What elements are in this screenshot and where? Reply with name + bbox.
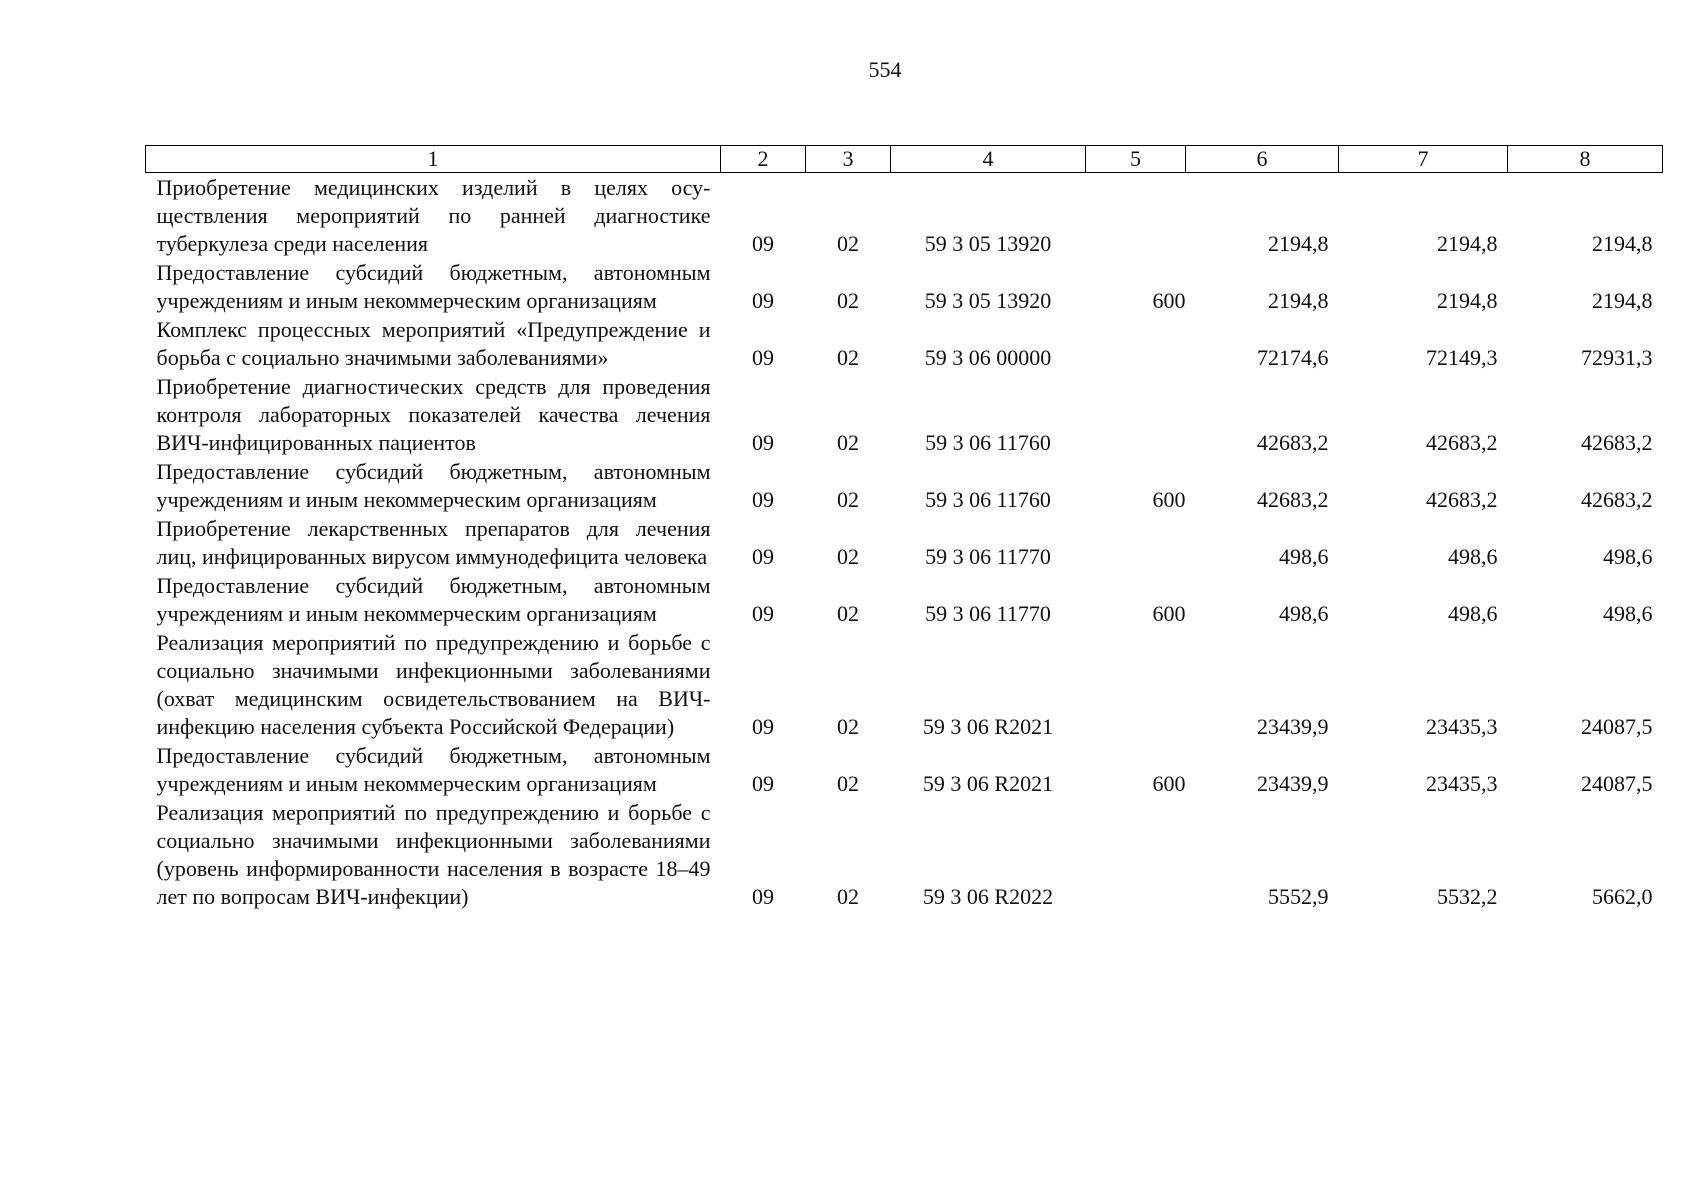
row-name: Предоставление субсидий бюджетным, автономным учреждениям и иным некоммерческим организациям	[156, 573, 711, 626]
header-col-2: 2	[721, 146, 806, 173]
row-amount-3: 2194,8	[1592, 231, 1653, 256]
row-name: Предоставление субсидий бюджетным, автономным учреждениям и иным некоммерческим организациям	[156, 260, 711, 313]
table-body	[146, 173, 1663, 912]
header-col-8: 8	[1508, 146, 1663, 173]
table-row	[146, 571, 1663, 628]
table-header	[146, 146, 1663, 173]
row-expense-type: 600	[1152, 601, 1186, 626]
row-target-code: 59 3 06 00000	[924, 345, 1052, 370]
row-target-code: 59 3 06 R2021	[922, 771, 1054, 796]
table-row	[146, 741, 1663, 798]
row-section: 09	[752, 288, 774, 313]
row-target-code: 59 3 05 13920	[924, 231, 1052, 256]
row-section: 09	[752, 714, 774, 739]
row-target-code: 59 3 06 11760	[925, 430, 1051, 455]
row-section: 09	[752, 544, 774, 569]
row-amount-1: 498,6	[1279, 544, 1329, 569]
row-expense-type	[1086, 315, 1186, 372]
row-amount-3: 498,6	[1603, 601, 1653, 626]
table-row	[146, 514, 1663, 571]
row-expense-type: 600	[1152, 771, 1186, 796]
row-amount-3: 2194,8	[1592, 288, 1653, 313]
table-row	[146, 173, 1663, 259]
row-amount-2: 42683,2	[1426, 430, 1498, 455]
row-target-code: 59 3 06 11770	[925, 601, 1051, 626]
row-subsection: 02	[837, 288, 859, 313]
row-amount-1: 42683,2	[1257, 430, 1329, 455]
row-name: Приобретение лекарственных препаратов для лечения лиц, инфицированных вирусом иммунодефицита человека	[156, 516, 711, 569]
row-amount-2: 2194,8	[1437, 231, 1498, 256]
row-subsection: 02	[837, 601, 859, 626]
row-amount-2: 5532,2	[1437, 884, 1498, 909]
row-expense-type	[1086, 173, 1186, 259]
row-amount-1: 23439,9	[1257, 714, 1329, 739]
row-name: Реализация мероприятий по предупреждению и борьбе с социально значимыми инфекционными заболеваниями (охват медицинским освидетельствованием на ВИЧ-инфекцию населения субъекта Российской Федерации)	[156, 630, 711, 739]
header-col-1: 1	[146, 146, 721, 173]
row-target-code: 59 3 06 R2022	[922, 884, 1054, 909]
row-name: Предоставление субсидий бюджетным, автономным учреждениям и иным некоммерческим организациям	[156, 743, 711, 796]
row-target-code: 59 3 06 11770	[925, 544, 1051, 569]
row-section: 09	[752, 231, 774, 256]
row-amount-3: 24087,5	[1581, 771, 1653, 796]
header-col-4: 4	[891, 146, 1086, 173]
row-subsection: 02	[837, 884, 859, 909]
row-amount-1: 2194,8	[1268, 231, 1329, 256]
row-amount-2: 2194,8	[1437, 288, 1498, 313]
row-amount-1: 498,6	[1279, 601, 1329, 626]
row-subsection: 02	[837, 487, 859, 512]
row-amount-1: 72174,6	[1257, 345, 1329, 370]
row-subsection: 02	[837, 771, 859, 796]
row-amount-2: 498,6	[1448, 544, 1498, 569]
row-amount-3: 498,6	[1603, 544, 1653, 569]
row-target-code: 59 3 06 R2021	[922, 714, 1054, 739]
row-expense-type: 600	[1152, 288, 1186, 313]
row-amount-2: 72149,3	[1426, 345, 1498, 370]
row-subsection: 02	[837, 714, 859, 739]
row-name: Реализация мероприятий по предупреждению и борьбе с социально значимыми инфекционными заболеваниями (уровень информированности населения в возрасте 18–49 лет по вопросам ВИЧ-инфекции)	[156, 800, 711, 909]
table-row	[146, 798, 1663, 911]
row-subsection: 02	[837, 430, 859, 455]
table-row	[146, 628, 1663, 741]
row-amount-1: 5552,9	[1268, 884, 1329, 909]
row-name: Приобретение медицинских изделий в целях осуществления мероприятий по ранней диагностике туберкулеза среди населения	[156, 175, 711, 256]
row-section: 09	[752, 601, 774, 626]
row-section: 09	[752, 430, 774, 455]
row-amount-1: 2194,8	[1268, 288, 1329, 313]
row-subsection: 02	[837, 231, 859, 256]
row-amount-3: 42683,2	[1581, 430, 1653, 455]
budget-table	[145, 145, 1663, 911]
row-expense-type	[1086, 628, 1186, 741]
row-amount-3: 5662,0	[1592, 884, 1653, 909]
row-target-code: 59 3 06 11760	[925, 487, 1051, 512]
row-section: 09	[752, 884, 774, 909]
row-expense-type: 600	[1152, 487, 1186, 512]
row-name: Предоставление субсидий бюджетным, автономным учреждениям и иным некоммерческим организациям	[156, 459, 711, 512]
page-number: 554	[868, 57, 902, 82]
row-name: Комплекс процессных мероприятий «Предупреждение и борьба с социально значимыми заболеваниями»	[156, 317, 711, 370]
table-row	[146, 315, 1663, 372]
row-section: 09	[752, 771, 774, 796]
row-amount-3: 42683,2	[1581, 487, 1653, 512]
row-amount-1: 42683,2	[1257, 487, 1329, 512]
row-expense-type	[1086, 798, 1186, 911]
row-section: 09	[752, 487, 774, 512]
row-expense-type	[1086, 514, 1186, 571]
row-name: Приобретение диагностических средств для проведения контроля лабораторных показателей качества лечения ВИЧ-инфицированных пациентов	[156, 374, 711, 455]
row-subsection: 02	[837, 544, 859, 569]
table-row	[146, 258, 1663, 315]
row-subsection: 02	[837, 345, 859, 370]
row-amount-2: 23435,3	[1426, 771, 1498, 796]
row-expense-type	[1086, 372, 1186, 457]
header-col-7: 7	[1339, 146, 1508, 173]
row-amount-2: 23435,3	[1426, 714, 1498, 739]
table-row	[146, 457, 1663, 514]
row-amount-3: 24087,5	[1581, 714, 1653, 739]
row-amount-3: 72931,3	[1581, 345, 1653, 370]
row-target-code: 59 3 05 13920	[924, 288, 1052, 313]
row-amount-2: 42683,2	[1426, 487, 1498, 512]
row-section: 09	[752, 345, 774, 370]
header-col-5: 5	[1086, 146, 1186, 173]
row-amount-1: 23439,9	[1257, 771, 1329, 796]
table-row	[146, 372, 1663, 457]
header-col-3: 3	[806, 146, 891, 173]
row-amount-2: 498,6	[1448, 601, 1498, 626]
header-col-6: 6	[1186, 146, 1339, 173]
